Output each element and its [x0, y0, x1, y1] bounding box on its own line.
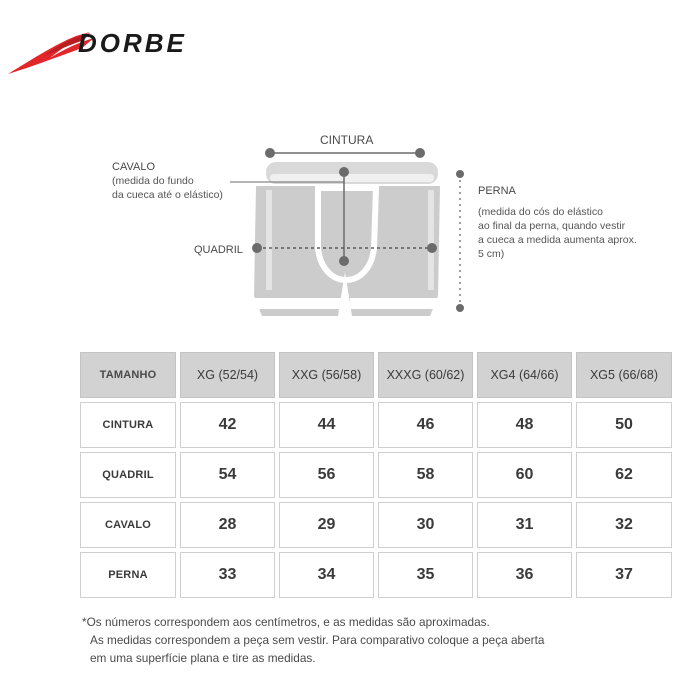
- table-cell: 30: [378, 502, 473, 548]
- footnote-line-3: em uma superfície plana e tire as medidas.: [90, 651, 316, 665]
- table-cell: 62: [576, 452, 672, 498]
- footnote-line-2: As medidas correspondem a peça sem vestir. Para comparativo coloque a peça aberta: [90, 633, 545, 647]
- table-cell: 44: [279, 402, 374, 448]
- perna-desc-3: a cueca a medida aumenta aprox.: [478, 234, 637, 246]
- dorbe-logo: [4, 18, 249, 78]
- perna-desc-4: 5 cm): [478, 248, 505, 260]
- hip-dot-left: [252, 243, 262, 253]
- waist-dot-right: [415, 148, 425, 158]
- table-cell: 32: [576, 502, 672, 548]
- header-size-xg: XG (52/54): [180, 352, 275, 398]
- crotch-dot-top: [339, 167, 349, 177]
- table-cell: 48: [477, 402, 572, 448]
- table-cell: 54: [180, 452, 275, 498]
- table-cell: 50: [576, 402, 672, 448]
- table-cell: 31: [477, 502, 572, 548]
- cavalo-label: CAVALO: [112, 161, 155, 173]
- boxer-body: [254, 186, 440, 316]
- table-cell: 56: [279, 452, 374, 498]
- cintura-label: CINTURA: [320, 133, 374, 147]
- table-cell: 28: [180, 502, 275, 548]
- quadril-label: QUADRIL: [194, 244, 243, 256]
- row-label-perna: PERNA: [80, 552, 176, 598]
- footnote-line-1: *Os números correspondem aos centímetros, e as medidas são aproximadas.: [82, 615, 490, 629]
- size-table: [80, 352, 672, 598]
- waist-dot-left: [265, 148, 275, 158]
- table-cell: 58: [378, 452, 473, 498]
- perna-desc-2: ao final da perna, quando vestir: [478, 220, 626, 232]
- header-size-xxg: XXG (56/58): [279, 352, 374, 398]
- header-size-xxxg: XXXG (60/62): [378, 352, 473, 398]
- leg-dot-top: [456, 170, 464, 178]
- table-cell: 34: [279, 552, 374, 598]
- footnote: [82, 613, 544, 667]
- table-cell: 42: [180, 402, 275, 448]
- cavalo-desc-2: da cueca até o elástico): [112, 189, 223, 201]
- hip-dot-right: [427, 243, 437, 253]
- leg-dot-bottom: [456, 304, 464, 312]
- table-cell: 35: [378, 552, 473, 598]
- table-cell: 46: [378, 402, 473, 448]
- perna-label: PERNA: [478, 185, 516, 197]
- row-label-cintura: CINTURA: [80, 402, 176, 448]
- table-cell: 33: [180, 552, 275, 598]
- header-tamanho: TAMANHO: [80, 352, 176, 398]
- logo-text: DORBE: [78, 28, 187, 58]
- measurement-diagram: [0, 120, 687, 330]
- row-label-quadril: QUADRIL: [80, 452, 176, 498]
- table-cell: 36: [477, 552, 572, 598]
- table-cell: 37: [576, 552, 672, 598]
- header-size-xg5: XG5 (66/68): [576, 352, 672, 398]
- header-size-xg4: XG4 (64/66): [477, 352, 572, 398]
- cavalo-desc-1: (medida do fundo: [112, 175, 194, 187]
- row-label-cavalo: CAVALO: [80, 502, 176, 548]
- crotch-dot-bottom: [339, 256, 349, 266]
- table-cell: 60: [477, 452, 572, 498]
- table-cell: 29: [279, 502, 374, 548]
- perna-desc-1: (medida do cós do elástico: [478, 206, 603, 218]
